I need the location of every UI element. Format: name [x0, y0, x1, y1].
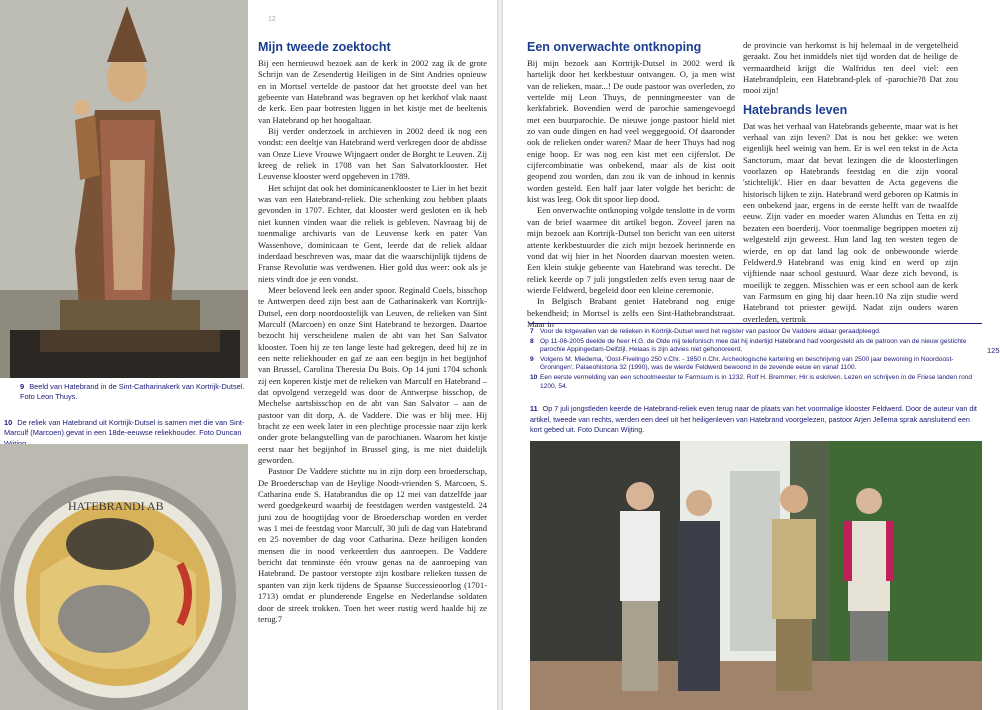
paragraph: In Belgisch Brabant geniet Hatebrand nog enige bekendheid; in Mortsel is zelfs een Sint-Hathebrandstraat. Maar in: [527, 296, 735, 329]
caption-11: [530, 404, 982, 436]
reliquary-illustration: [0, 444, 248, 710]
caption-text: Beeld van Hatebrand in de Sint-Catharinakerk van Kortrijk-Dutsel.: [29, 382, 245, 391]
paragraph: Bij verder onderzoek in archieven in 2002 deed ik nog een vondst: een deeltje van Hatebrand werd verkregen door de abdisse van Onze Lieve Vrouwe Wijngaert onder de Borght te Leuven. Zij kreeg de reliek in 1708 van het San Salvatorklooster. Het Leuvense klooster werd opgeheven in 1789.: [258, 126, 487, 182]
caption-text: Op 7 juli jongstleden keerde de Hatebrand-reliek even terug naar de plaats van het voormalige klooster Feldwerd. Door de auteur van dit artikel, tweede van rechts, werden een deel uit het heiligenleven van Hatebrand voorgelezen, pastoor Arjen Jellema sprak aansluitend een kort gebed uit.: [530, 404, 977, 435]
text-column-1: [258, 40, 487, 625]
section-heading: Hatebrands leven: [743, 102, 848, 117]
paragraph: Een onverwachte ontknoping volgde tenslotte in de vorm van de brief waarmee dit artikel begon. Zoveel jaren na mijn bezoek aan Kortrijk-Dutsel ton bericht van een uiterst attente kerkbestuurder die zich mijn bezoek herinnerde en vond dat wij hier in het Noorden daarvan moesten weten. Een klein stukje gebeente van Hatebrand was terecht. De reliek keerde op 7 juli jongstleden zelfs even terug naar de wierde Feldwerd, begeleid door een kleine ceremonie.: [527, 205, 735, 295]
caption-number: 11: [530, 404, 538, 413]
statue-photo: [0, 0, 248, 378]
footnote-text: Volgens M. Miedema, 'Oost-Fivelingo 250 v.Chr. - 1850 n.Chr. Archeologische kartering en beschrijving van 2500 jaar bewoning in Noordoost-Groningen', Palaeohistoria 32 (1990), was de wierde Feldwerd bewoond in de zevende eeuw en vanaf 1100.: [540, 355, 954, 372]
footnote-rule: [530, 323, 982, 324]
caption-credit: Foto Leon Thuys.: [20, 392, 78, 402]
right-page: [503, 0, 1000, 710]
page-marker: 12: [268, 16, 276, 23]
footnote-number: 9: [530, 355, 534, 363]
paragraph: Meer belovend leek een ander spoor. Reginald Coels, bisschop te Antwerpen deed zijn best aan de Catharinakerk van Kortrijk-Dutsel, een dorp noordoostelijk van Leuven, de relieken van Sint Marculf (Marcoen) en onze Sint Hatebrand te bezorgen. Daartoe bezocht hij verscheidene malen de abt van het San Salvator klooster. Toen hij ze ten lange leste had gekregen, deed hij ze in een nette reliekhouder en gaf ze aan een begijn in het begijnhof van Brussel, Carolina Theresia Du Bois. Op 14 juni 1704 schonk zij een koperen kistje met de relieken van Marculf en Hatebrand – dat opvolgend verzegeld was door de Antwerpse bisschop, de Mechelse aartsbisschop en de abt van San Salvator – aan de pastoor van dit dorp, A. de Vaddere. Die was er blij mee. Hij bracht ze een week later in een plechtige processie naar zijn kerk onder grote belangstelling van de parochianen. Waarom het kistje eerst naar het begijnhof in Brussel ging, is me niet duidelijk geworden.: [258, 284, 487, 466]
paragraph: Dat was het verhaal van Hatebrands gebeente, maar wat is het verhaal van zijn leven? Dat is nou het gekke: we weten eigenlijk heel weinig van hem. Er is wel een tekst in de Acta Sanctorum, maar dat bevat lezingen die de kloosterlingen voorlazen op Hatebrands feestdag en die zijn vooral 'stichtelijk'. Hier en daar bevatten de Acta gegevens die historisch lijken te zijn. Hatebrand werd geboren op Katmis in een onbekend jaar, ergens in de eerste helft van de twaalfde eeuw. Zijn vader en moeder waren Alundus en Tetta en zij bezaten een boerderij. Voor toenmalige begrippen moeten zij welgesteld zijn geweest. Hun land lag ten westen tegen de wierde, en op dat land lag ook de onbewoonde wierde Feldwerd.9 Hatebrand was enig kind en werd op zijn vijftiende naar school gestuurd. Waar deze zich bevond, is moeilijk te zeggen. Misschien was er een school aan de kerk van Farmsum en ging hij daar heen.10 Na zijn studie werd Hatebrand tot priester gewijd. Nadat zijn ouders waren overleden, vertrok: [743, 120, 958, 324]
paragraph: Bij een hernieuwd bezoek aan de kerk in 2002 zag ik de grote Schrijn van de Zesendertig Heiligen in de Sint Andries opnieuw en in Mortsel vertelde de pastoor dat het grootste deel van het gebeente van Hatebrand was begraven op het kerkhof vlak naast de kerk. Een paar botresten liggen in het kistje met de beeltenis van Hatebrand op het hoogaltaar.: [258, 58, 487, 125]
left-page: [0, 0, 497, 710]
ceremony-photo: [530, 441, 982, 710]
footnote-text: Een eerste vermelding van een schoolmeester te Farmsum is in 1232. Rolf H. Bremmer, Hir is eskriven. Lezen en schrijven in de Friese landen rond 1200, 54.: [540, 373, 973, 390]
reliquary-photo: [0, 444, 248, 710]
caption-number: 10: [4, 418, 13, 427]
caption-9: [20, 382, 248, 403]
ceremony-illustration: [530, 441, 982, 710]
page-number: 125: [987, 346, 1000, 355]
footnote-number: 7: [530, 328, 534, 335]
caption-credit: Foto Duncan Wijting.: [577, 425, 645, 435]
text-column-b: [743, 40, 958, 325]
section-heading: Mijn tweede zoektocht: [258, 40, 391, 54]
paragraph: de provincie van herkomst is hij helemaal in de vergetelheid geraakt. Zou het inmiddels niet tijd worden dat de heilige de vermaardheid krijgt die Walfridus ten deel viel: een Hatebrandplein, een Hatebrand-plek of -parochie?8 Dat zou mooi zijn!: [743, 40, 958, 96]
footnote-number: 8: [530, 337, 534, 345]
footnote-number: 10: [530, 373, 538, 381]
caption-text: De reliek van Hatebrand uit Kortrijk-Dutsel is samen met die van Sint-Marculf (Marcoen) gevat in een 18de-eeuwse reliekhouder.: [4, 418, 245, 438]
footnote: [530, 374, 982, 391]
paragraph: Het schijnt dat ook het dominicanenklooster te Lier in het bezit was van een Hatebrand-reliek. Die schenking zou hebben plaats gevonden in 1707. Echter, dat klooster werd gesloten en ik heb niet kunnen vinden waar die reliek is gebleven. Navraag bij de toenmalige archivaris van de Leuvense kerk en pater Van Wassenhove, dominicaan te Gent, leerde dat de reliek aldaar inderdaad beschreven was, maar dat die waarschijnlijk tijdens de Franse Revolutie was verdwenen. Hier gold dus weer: ook als je niets vindt doe je een vondst.: [258, 182, 487, 284]
section-heading: Een onverwachte ontknoping: [527, 40, 702, 54]
caption-credit: Foto Duncan: [199, 428, 242, 438]
text-column-a: [527, 40, 735, 330]
paragraph: Pastoor De Vaddere stichtte nu in zijn dorp een broederschap, De Broederschap van de Heylige Noodt-vrienden S. Marcoen, S. Catharina ende S. Hatabrandus die op 12 mei van datzelfde jaar werd goedgekeurd waarbij de feestdagen werden vastgesteld. 24 juni zou de hoogtijdag voor de Broederschap worden en verder was 1 mei de feestdag voor Marculf, 30 juli de dag van Hatebrand en 25 november de dag voor Catharina. Deze heiligen konden mensen die in nood verkeerden dus aanroepen. De Vaddere bericht dat tenminste één vrouw genas na de aanroeping van Hatebrand. De pastoor verstopte zijn kostbare relieken tussen de spanten van zijn kerk tijdens de Spaanse Successieoorlog (1701-1713) omdat er plunderende Engelse en Nederlandse soldaten door de streek trokken. Toen het weer rustig werd haalde hij ze terug.7: [258, 466, 487, 624]
footnote: [530, 356, 982, 373]
footnote: [530, 328, 982, 337]
footnote-text: Op 11-06-2005 deelde de heer H.G. de Olde mij telefonisch mee dat hij indertijd Hatebrand had voorgesteld als de patroon van de nieuw gestichte parochie Appingedam-Delfzijl. Helaas is zijn advies niet gehonoreerd.: [540, 337, 967, 354]
footnote: [530, 338, 982, 355]
statue-illustration: [0, 0, 248, 378]
paragraph: Bij mijn bezoek aan Kortrijk-Dutsel in 2002 werd ik hartelijk door het kerkbestuur ontvangen. O, ja men wist van de relieken, maar...! De oude pastoor was overleden, zo vertelde mij Leon Thuys, de penningmeester van de kerkfabriek. Bovendien werd de parochie samengevoegd met een buurparochie. De nieuwe jonge pastoor hield niet zo van oude dingen en had veel weggegooid. Of daaronder ook de relieken onder waren? Maar de heer Thuys had nog enige hoop. Er was nog een kist met een cijferslot. De cijfercombinatie was onbekend, maar als de kist ooit geopend zou worden, dan zou ik van de inhoud in kennis worden gesteld. Een half jaar later volgde het bericht: de kist was leeg. Ook dit spoor liep dood.: [527, 58, 735, 205]
caption-number: 9: [20, 382, 25, 391]
footnote-text: Voor de lotgevallen van de relieken in Kortrijk-Dutsel werd het register van pastoor De Vaddere aldaar geraadpleegd.: [540, 328, 881, 335]
footnotes: [530, 328, 982, 392]
reliquary-inscription: HATEBRANDI AB: [68, 499, 164, 513]
